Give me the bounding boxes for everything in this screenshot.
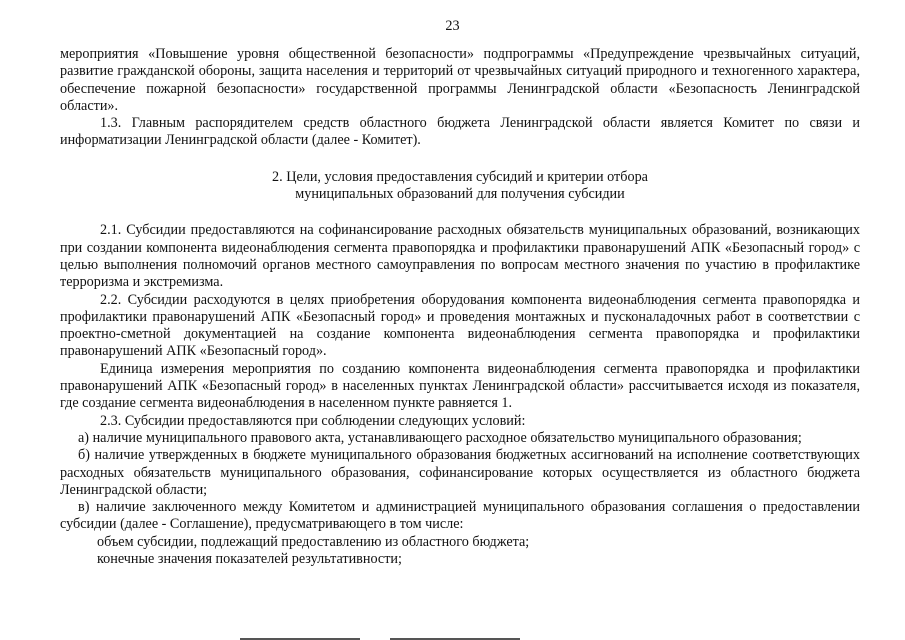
paragraph-2-2: 2.2. Субсидии расходуются в целях приобретения оборудования компонента видеонаблюдения сегмента правопорядка и профилактики правонарушений АПК «Безопасный город» и проведения монтажных и пусконаладочных работ в соответствии с проектно-сметной документацией на создание компонента видеонаблюдения сегмента правопорядка и профилактики правонарушений АПК «Безопасный город».: [60, 291, 860, 360]
agreement-item-performance-indicators: конечные значения показателей результативности;: [97, 551, 402, 568]
section-heading-line-1: 2. Цели, условия предоставления субсидий и критерии отбора: [272, 168, 648, 185]
paragraph-unit-of-measure: Единица измерения мероприятия по созданию компонента видеонаблюдения сегмента правопорядка и профилактики правонарушений АПК «Безопасный город» в населенных пунктах Ленинградской области» рассчитывается исходя из показателя, где создание сегмента видеонаблюдения в населенном пункте равняется 1.: [60, 360, 860, 412]
document-body: [60, 46, 860, 568]
intro-paragraph-continuation: мероприятия «Повышение уровня общественной безопасности» подпрограммы «Предупреждение чрезвычайных ситуаций, развитие гражданской обороны, защита населения и территорий от чрезвычайных ситуаций природного и техногенного характера, обеспечение пожарной безопасности» государственной программы Ленинградской области «Безопасность Ленинградской области».: [60, 46, 860, 114]
page-number: 23: [445, 18, 460, 34]
paragraph-2-3: 2.3. Субсидии предоставляются при соблюдении следующих условий:: [100, 412, 526, 429]
section-heading: [60, 169, 860, 204]
condition-v: в) наличие заключенного между Комитетом и администрацией муниципального образования соглашения о предоставлении субсидии (далее - Соглашение), предусматривающего в том числе:: [60, 499, 860, 533]
section-heading-line-2: муниципальных образований для получения субсидии: [295, 186, 625, 203]
condition-b: б) наличие утвержденных в бюджете муниципального образования бюджетных ассигнований на исполнение соответствующих расходных обязательств муниципального образования, софинансирование которых осуществляется из областного бюджета Ленинградской области;: [60, 447, 860, 498]
agreement-item-subsidy-volume: объем субсидии, подлежащий предоставлению из областного бюджета;: [97, 533, 530, 550]
condition-a: а) наличие муниципального правового акта, устанавливающего расходное обязательство муниципального образования;: [78, 429, 802, 446]
paragraph-1-3: 1.3. Главным распорядителем средств областного бюджета Ленинградской области является Комитет по связи и информатизации Ленинградской области (далее - Комитет).: [60, 115, 860, 149]
paragraph-2-1: 2.1. Субсидии предоставляются на софинансирование расходных обязательств муниципальных образований, возникающих при создании компонента видеонаблюдения сегмента правопорядка и профилактики правонарушений АПК «Безопасный город» с целью выполнения полномочий органов местного самоуправления по вопросам местного значения по участию в профилактике терроризма и экстремизма.: [60, 222, 860, 291]
